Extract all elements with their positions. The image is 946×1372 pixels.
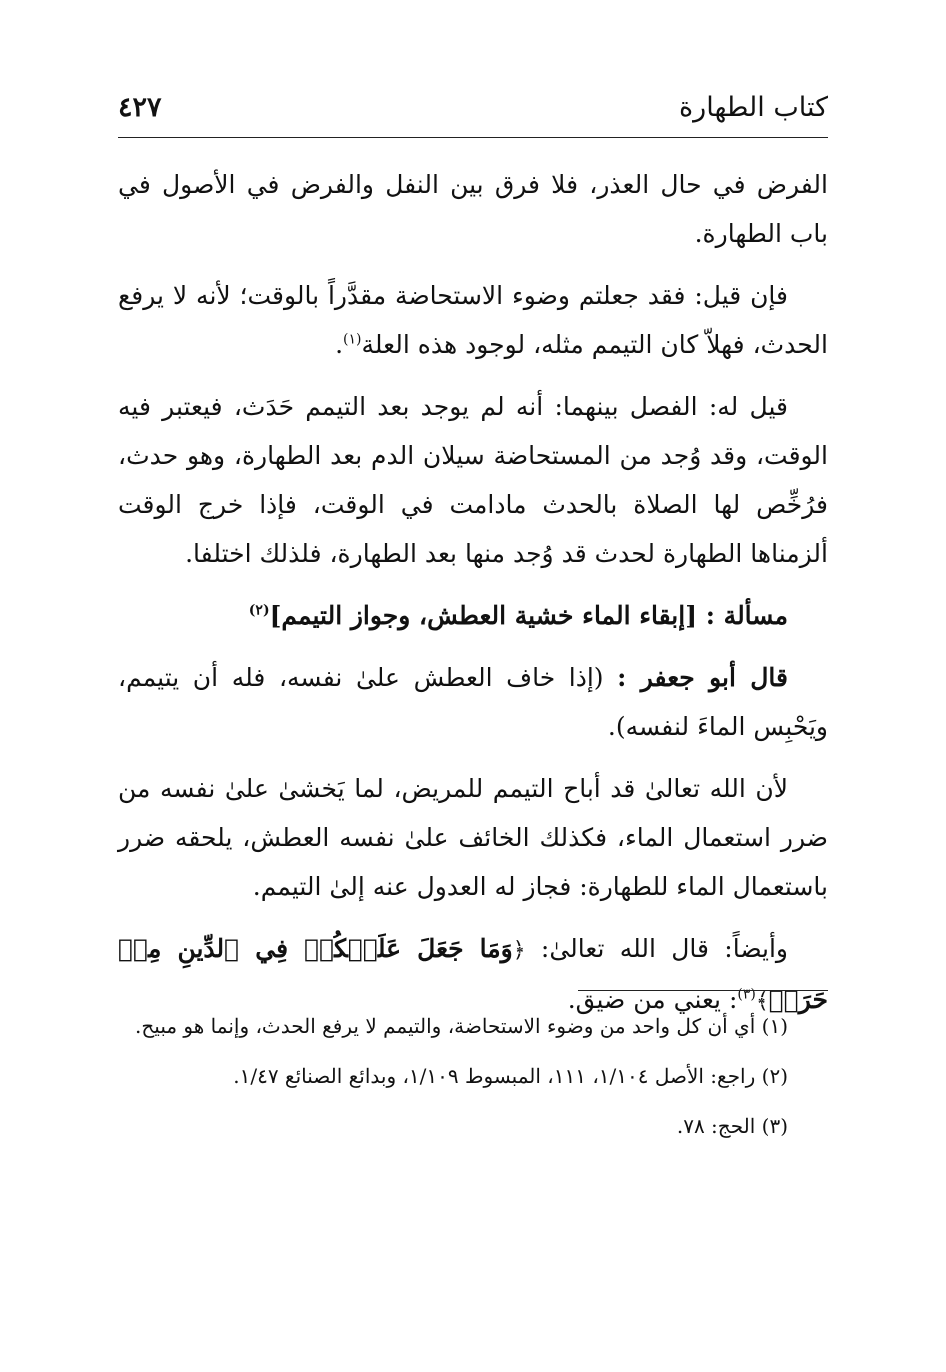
footnote-3: (٣) الحج: ٧٨. [676,1114,788,1138]
footnote-ref[interactable]: (١) [343,331,362,348]
quran-close-bracket: ﴾ [755,989,769,1014]
chapter-title: كتاب الطهارة [679,92,828,123]
paragraph-2 [118,271,828,369]
aydan-lead: وأيضاً: قال الله تعالىٰ: [540,934,788,963]
masala-heading [118,591,828,640]
page-number: ٤٢٧ [118,92,162,123]
footnote-separator [578,990,828,991]
main-text [118,160,828,1039]
footnote-1: (١) أي أن كل واحد من وضوء الاستحاضة، والتيمم لا يرفع الحدث، وإنما هو مبيح. [135,1014,788,1038]
aydan-tail: : يعني من ضيق. [567,985,738,1014]
paragraph-3 [118,382,828,578]
paragraph-li-anna [118,764,828,911]
paragraph-text: لأن الله تعالىٰ قد أباح التيمم للمريض، لما يَخشىٰ علىٰ نفسه من ضرر استعمال الماء، فكذلك الخائف علىٰ نفسه العطش، يلحقه ضرر باستعمال الماء للطهارة: فجاز له العدول عنه إلىٰ التيمم. [118,774,828,901]
footnote-ref[interactable]: (٣) [737,986,756,1003]
footnotes [118,1006,828,1156]
qala-lead: قال أبو جعفر : [617,663,788,692]
quran-verse: وَمَا جَعَلَ عَلَيۡكُمۡ فِي ٱلدِّينِ مِنۡ حَرَجٖ [118,934,828,1014]
footnote-2: (٢) راجع: الأصل ١/١٠٤، ١١١، المبسوط ١/١٠٩، وبدائع الصنائع ١/٤٧. [233,1064,788,1088]
qala-text: (إذا خاف العطش علىٰ نفسه، فله أن يتيمم، ويَحْبِس الماءَ لنفسه). [118,663,828,741]
paragraph-1 [118,160,828,258]
header-rule [118,137,828,138]
paragraph-text: الفرض في حال العذر، فلا فرق بين النفل والفرض في الأصول في باب الطهارة. [118,170,828,248]
quran-open-bracket: ﴿ [512,938,526,963]
footnote-ref[interactable]: (٢) [248,602,270,619]
qala-paragraph [118,653,828,751]
paragraph-text: فإن قيل: فقد جعلتم وضوء الاستحاضة مقدَّراً بالوقت؛ لأنه لا يرفع الحدث، فهلاّ كان التيمم مثله، لوجود هذه العلة [118,281,828,359]
paragraph-tail: . [335,330,344,359]
masala-text: مسألة : [إبقاء الماء خشية العطش، وجواز التيمم] [269,601,788,630]
page-header [118,84,828,138]
paragraph-text: قيل له: الفصل بينهما: أنه لم يوجد بعد التيمم حَدَث، فيعتبر فيه الوقت، وقد وُجد من المستحاضة سيلان الدم بعد الطهارة، وهو حدث، فرُخِّص لها الصلاة بالحدث مادامت في الوقت، فإذا خرج الوقت ألزمناها الطهارة لحدث قد وُجد منها بعد الطهارة، فلذلك اختلفا. [118,392,828,568]
